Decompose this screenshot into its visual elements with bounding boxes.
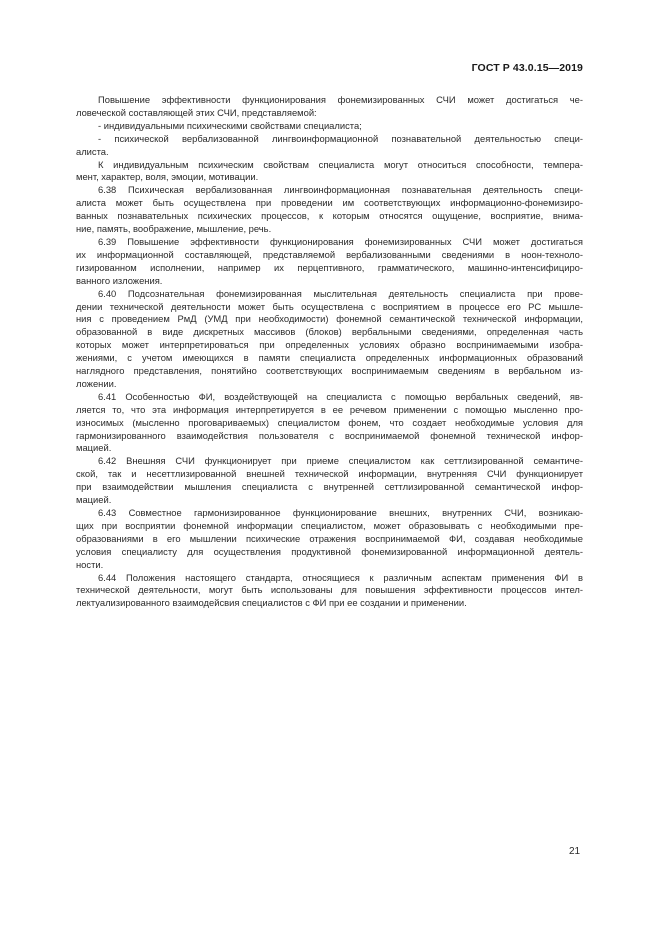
text-line: образованиями в его мышлении психические отражения воспринимаемой ФИ, создавая необходимые: [76, 532, 583, 544]
text-line: ванных познавательных психических процессов, к которым относятся ощущение, восприятие, внима-: [76, 210, 583, 222]
text-line: 6.42 Внешняя СЧИ функционирует при приеме специалистом как сеттлизированной семантиче-: [98, 455, 583, 467]
text-line: условия специалисту для осуществления продуктивной фонемизированной информационной деятель-: [76, 545, 583, 557]
text-line: образованной в виде дискретных массивов (блоков) вербальными сведениями, определенная часть: [76, 326, 583, 338]
paragraph: [76, 391, 583, 456]
paragraph: [76, 288, 583, 391]
text-line: мацией.: [76, 442, 112, 454]
text-line: наглядного представления, понятийно соответствующих воспринимаемым сведениям в вербальном из-: [76, 365, 583, 377]
text-line: мацией.: [76, 494, 112, 506]
paragraph: [76, 120, 583, 133]
paragraph: [76, 94, 583, 120]
text-line: ния с проведением РмД (УМД при необходимости) фонемной семантической технической информации,: [76, 313, 583, 325]
text-line: - психической вербализованной лингвоинформационной познавательной деятельностью специ-: [98, 132, 583, 144]
text-line: ляется то, что эта информация интерпретируется в ее речевом применении с помощью мысленно про-: [76, 403, 583, 415]
body-text: [76, 94, 583, 610]
text-line: дении технической деятельности может быть осуществлена с восприятием в процессе его РС мышле-: [76, 300, 583, 312]
paragraph: [76, 455, 583, 507]
standard-header: ГОСТ Р 43.0.15—2019: [471, 62, 583, 74]
text-line: износимых (мысленно проговариваемых) специалистом фонем, что создает необходимые условия для: [76, 416, 583, 428]
text-line: алиста может быть осуществлена при проведении им соответствующих информационно-фонемизиро-: [76, 197, 583, 209]
text-line: - индивидуальными психическими свойствами специалиста;: [98, 119, 362, 131]
text-line: ложении.: [76, 377, 117, 389]
text-line: К индивидуальным психическим свойствам специалиста могут относиться способности, темпера-: [98, 158, 583, 170]
text-line: ности.: [76, 558, 104, 570]
text-line: щих при восприятии фонемной информации специалистом, может образовывать с необходимыми пре-: [76, 519, 583, 531]
text-line: мент, характер, воля, эмоции, мотивации.: [76, 171, 259, 183]
paragraph: [76, 507, 583, 572]
text-line: при взаимодействии мышления специалиста с внутренней сеттлизированной семантической инфор-: [76, 481, 583, 493]
text-line: 6.39 Повышение эффективности функционирования фонемизированных СЧИ может достигаться: [98, 235, 583, 247]
paragraph: [76, 572, 583, 611]
text-line: гизированном исполнении, например их перцептивного, грамматического, машинно-интенсифициро-: [76, 261, 583, 273]
text-line: 6.40 Подсознательная фонемизированная мыслительная деятельность специалиста при прове-: [98, 287, 583, 299]
text-line: ской, так и несеттлизированной внешней технической информации, внутренняя СЧИ функционирует: [76, 468, 583, 480]
text-line: 6.41 Особенностью ФИ, воздействующей на специалиста с помощью вербальных сведений, яв-: [98, 390, 583, 402]
text-line: лектуализированного взаимодейсвия специалистов с ФИ при ее создании и применении.: [76, 597, 467, 609]
text-line: 6.43 Совместное гармонизированное функционирование внешних, внутренних СЧИ, возникаю-: [98, 507, 583, 518]
text-line: 6.44 Положения настоящего стандарта, относящиеся к различным аспектам применения ФИ в: [98, 571, 583, 583]
paragraph: [76, 159, 583, 185]
text-line: Повышение эффективности функционирования фонемизированных СЧИ может достигаться че-: [98, 94, 583, 105]
text-line: их информационной составляющей, представляемой вербализованными сведениями в ноон-техноло-: [76, 248, 583, 260]
text-line: которых может интерпретироваться при определенных условиях образно воспринимаемыми изобра-: [76, 339, 583, 351]
text-line: ловеческой составляющей этих СЧИ, представляемой:: [76, 106, 317, 118]
paragraph: [76, 236, 583, 288]
text-line: 6.38 Психическая вербализованная лингвоинформационная познавательная деятельность специ-: [98, 184, 583, 196]
text-line: гармонизированного взаимодействия пользователя с воспринимаемой фонемной технической инфор-: [76, 429, 583, 441]
text-line: технической деятельности, могут быть использованы для повышения эффективности процессов интел-: [76, 584, 583, 596]
text-line: ние, память, воображение, мышление, речь.: [76, 223, 272, 235]
text-line: ванного изложения.: [76, 274, 163, 286]
paragraph: [76, 133, 583, 159]
text-line: алиста.: [76, 145, 109, 157]
paragraph: [76, 184, 583, 236]
page-number: 21: [569, 846, 581, 857]
text-line: жениями, с учетом имеющихся в памяти специалиста определенных информационных образований: [76, 352, 583, 364]
